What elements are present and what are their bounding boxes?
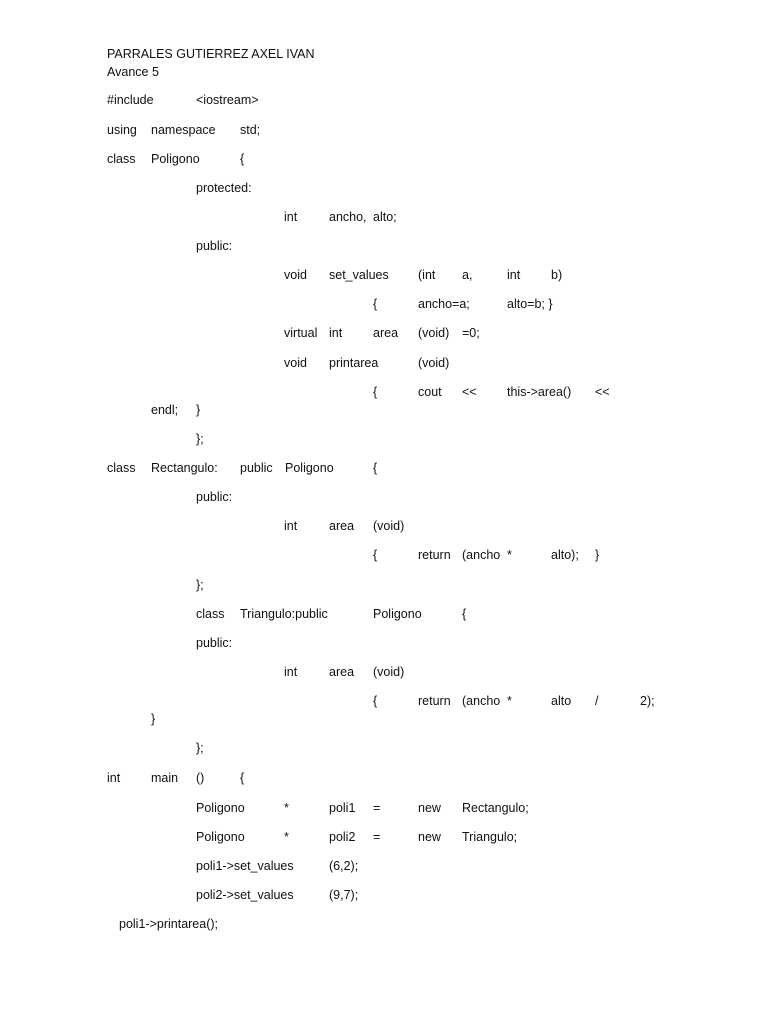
code-token: poli1: [329, 801, 356, 815]
code-token: alto=b; }: [507, 297, 553, 311]
code-token: Poligono: [373, 607, 422, 621]
code-token: int: [284, 210, 298, 224]
code-token: std;: [240, 123, 261, 137]
code-token: using: [107, 123, 137, 137]
code-token: new: [418, 801, 441, 815]
code-token: class: [107, 461, 136, 475]
code-token: };: [196, 432, 204, 446]
code-token: public:: [196, 636, 233, 650]
code-token: printarea: [329, 356, 379, 370]
document-subtitle: Avance 5: [107, 65, 159, 79]
code-token: {: [240, 152, 245, 166]
author-name: PARRALES GUTIERREZ AXEL IVAN: [107, 47, 315, 61]
code-token: return: [418, 548, 451, 562]
code-token: int: [329, 326, 343, 340]
code-token: (void): [373, 519, 405, 533]
code-token: cout: [418, 385, 442, 399]
code-token: int: [284, 665, 298, 679]
code-token: poli1->set_values: [196, 859, 294, 873]
code-token: (): [196, 771, 205, 785]
code-token: ancho=a;: [418, 297, 470, 311]
code-token: {: [373, 694, 378, 708]
code-token: area: [373, 326, 399, 340]
code-token: 2);: [640, 694, 655, 708]
code-token: alto);: [551, 548, 579, 562]
code-token: namespace: [151, 123, 216, 137]
code-token: (void): [418, 326, 450, 340]
code-token: =0;: [462, 326, 480, 340]
code-token: class: [107, 152, 136, 166]
code-token: <<: [462, 385, 477, 399]
code-token: *: [284, 830, 289, 844]
code-token: ancho,: [329, 210, 367, 224]
code-token: *: [284, 801, 289, 815]
code-token: b): [551, 268, 563, 282]
code-token: poli1->printarea();: [119, 917, 219, 931]
code-token: int: [507, 268, 521, 282]
code-token: =: [373, 830, 381, 844]
code-token: {: [373, 297, 378, 311]
code-token: Rectangulo;: [462, 801, 529, 815]
code-token: Poligono: [196, 830, 245, 844]
code-token: *: [507, 694, 512, 708]
code-token: poli2->set_values: [196, 888, 294, 902]
code-token: new: [418, 830, 441, 844]
code-token: *: [507, 548, 512, 562]
code-token: Poligono: [196, 801, 245, 815]
code-token: (ancho: [462, 548, 501, 562]
code-token: }: [196, 403, 201, 417]
code-token: int: [107, 771, 121, 785]
code-token: alto: [551, 694, 572, 708]
code-token: };: [196, 578, 204, 592]
code-token: (int: [418, 268, 436, 282]
code-token: endl;: [151, 403, 179, 417]
code-token: /: [595, 694, 599, 708]
code-token: (6,2);: [329, 859, 359, 873]
code-token: class: [196, 607, 225, 621]
code-token: virtual: [284, 326, 318, 340]
code-token: {: [373, 548, 378, 562]
code-token: <iostream>: [196, 93, 259, 107]
code-token: void: [284, 268, 307, 282]
code-token: a,: [462, 268, 473, 282]
code-token: (9,7);: [329, 888, 359, 902]
code-token: area: [329, 665, 355, 679]
code-token: main: [151, 771, 179, 785]
code-token: Rectangulo:: [151, 461, 218, 475]
code-token: {: [373, 461, 378, 475]
code-token: (void): [373, 665, 405, 679]
code-token: int: [284, 519, 298, 533]
code-token: Poligono: [285, 461, 334, 475]
code-token: area: [329, 519, 355, 533]
code-token: =: [373, 801, 381, 815]
code-token: (ancho: [462, 694, 501, 708]
code-token: this->area(): [507, 385, 572, 399]
code-token: };: [196, 741, 204, 755]
code-token: {: [462, 607, 467, 621]
code-token: public:: [196, 239, 233, 253]
code-token: #include: [107, 93, 154, 107]
code-token: alto;: [373, 210, 397, 224]
code-token: {: [373, 385, 378, 399]
code-token: set_values: [329, 268, 389, 282]
code-token: Poligono: [151, 152, 200, 166]
code-token: return: [418, 694, 451, 708]
code-token: poli2: [329, 830, 356, 844]
code-token: protected:: [196, 181, 252, 195]
code-token: <<: [595, 385, 610, 399]
code-token: (void): [418, 356, 450, 370]
code-token: Triangulo;: [462, 830, 518, 844]
code-token: public: [240, 461, 273, 475]
code-token: Triangulo:public: [240, 607, 328, 621]
code-token: void: [284, 356, 307, 370]
code-token: }: [151, 712, 156, 726]
code-token: {: [240, 771, 245, 785]
code-token: public:: [196, 490, 233, 504]
code-token: }: [595, 548, 600, 562]
